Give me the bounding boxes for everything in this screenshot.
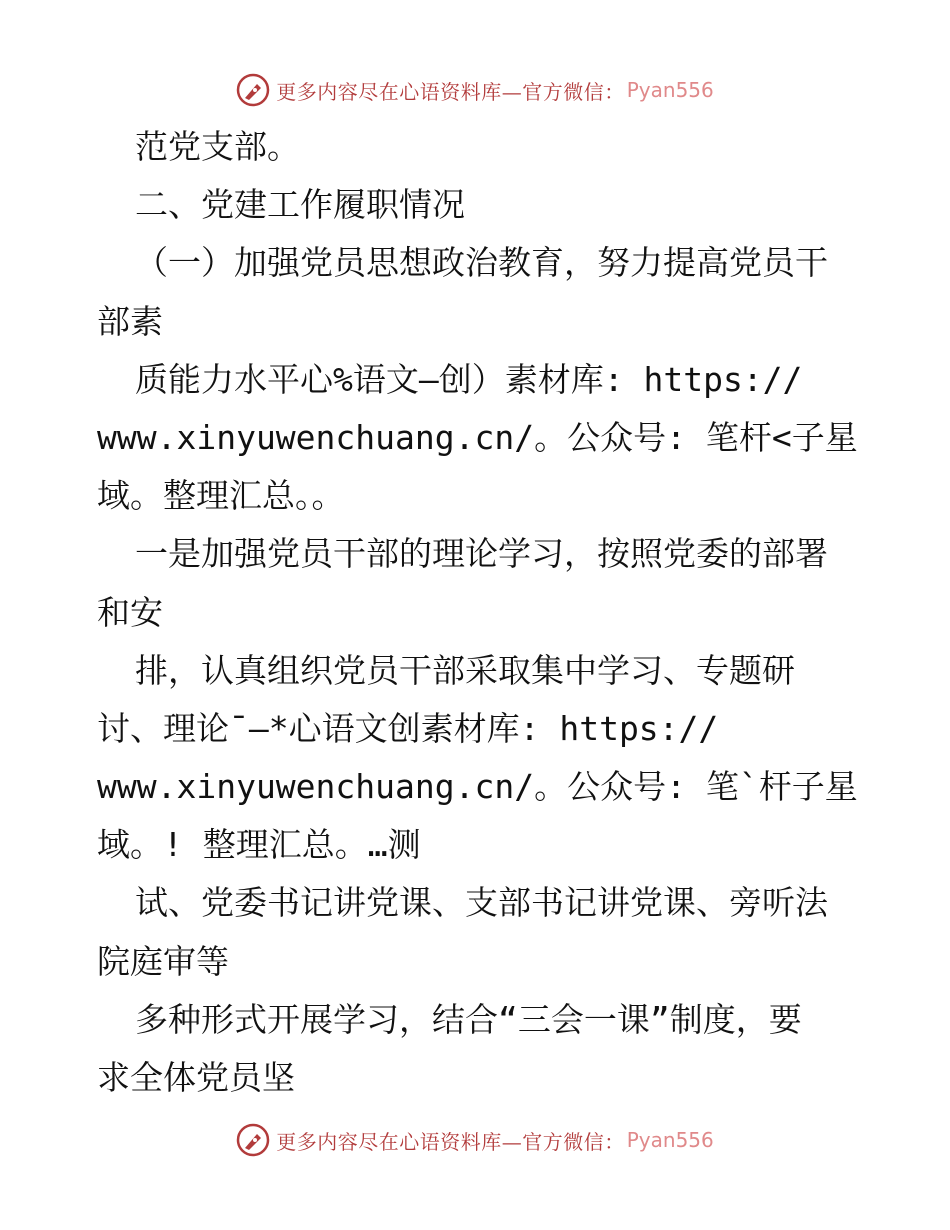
text-line: www.xinyuwenchuang.cn/。公众号: 笔`杆子星	[97, 767, 858, 807]
banner-text: 更多内容尽在心语资料库—官方微信：	[276, 1129, 625, 1154]
text-line: 试、党委书记讲党课、支部书记讲党课、旁听法	[135, 883, 828, 923]
text-line: （一）加强党员思想政治教育，努力提高党员干	[135, 243, 828, 283]
text-line: 质能力水平心%语文—创）素材库: https://	[135, 359, 803, 399]
text-line: 多种形式开展学习，结合“三会一课”制度，要	[135, 999, 802, 1039]
banner-account: Pyan556	[626, 1128, 714, 1152]
text-line: 范党支部。	[135, 127, 300, 166]
text-line: 域。! 整理汇总。…测	[97, 825, 421, 865]
text-line: 讨、理论¯—*心语文创素材库: https://	[97, 708, 719, 748]
text-line: 域。整理汇总。。	[97, 476, 345, 516]
pen-nib-logo-icon	[236, 73, 270, 107]
pen-nib-logo-icon	[236, 1123, 270, 1157]
document-body	[97, 118, 857, 1107]
text-line: 二、党建工作履职情况	[135, 185, 465, 225]
text-line: 和安	[97, 592, 163, 632]
text-line: 一是加强党员干部的理论学习，按照党委的部署	[135, 534, 828, 574]
header-watermark-banner	[0, 70, 950, 110]
banner-text: 更多内容尽在心语资料库—官方微信：	[276, 79, 625, 104]
text-line: 求全体党员坚	[97, 1058, 295, 1097]
footer-watermark-banner	[0, 1120, 950, 1160]
text-line: www.xinyuwenchuang.cn/。公众号: 笔杆<子星	[97, 417, 858, 457]
banner-account: Pyan556	[626, 78, 714, 102]
text-line: 排，认真组织党员干部采取集中学习、专题研	[135, 650, 795, 690]
text-line: 部素	[97, 301, 163, 341]
text-line: 院庭审等	[97, 941, 229, 981]
